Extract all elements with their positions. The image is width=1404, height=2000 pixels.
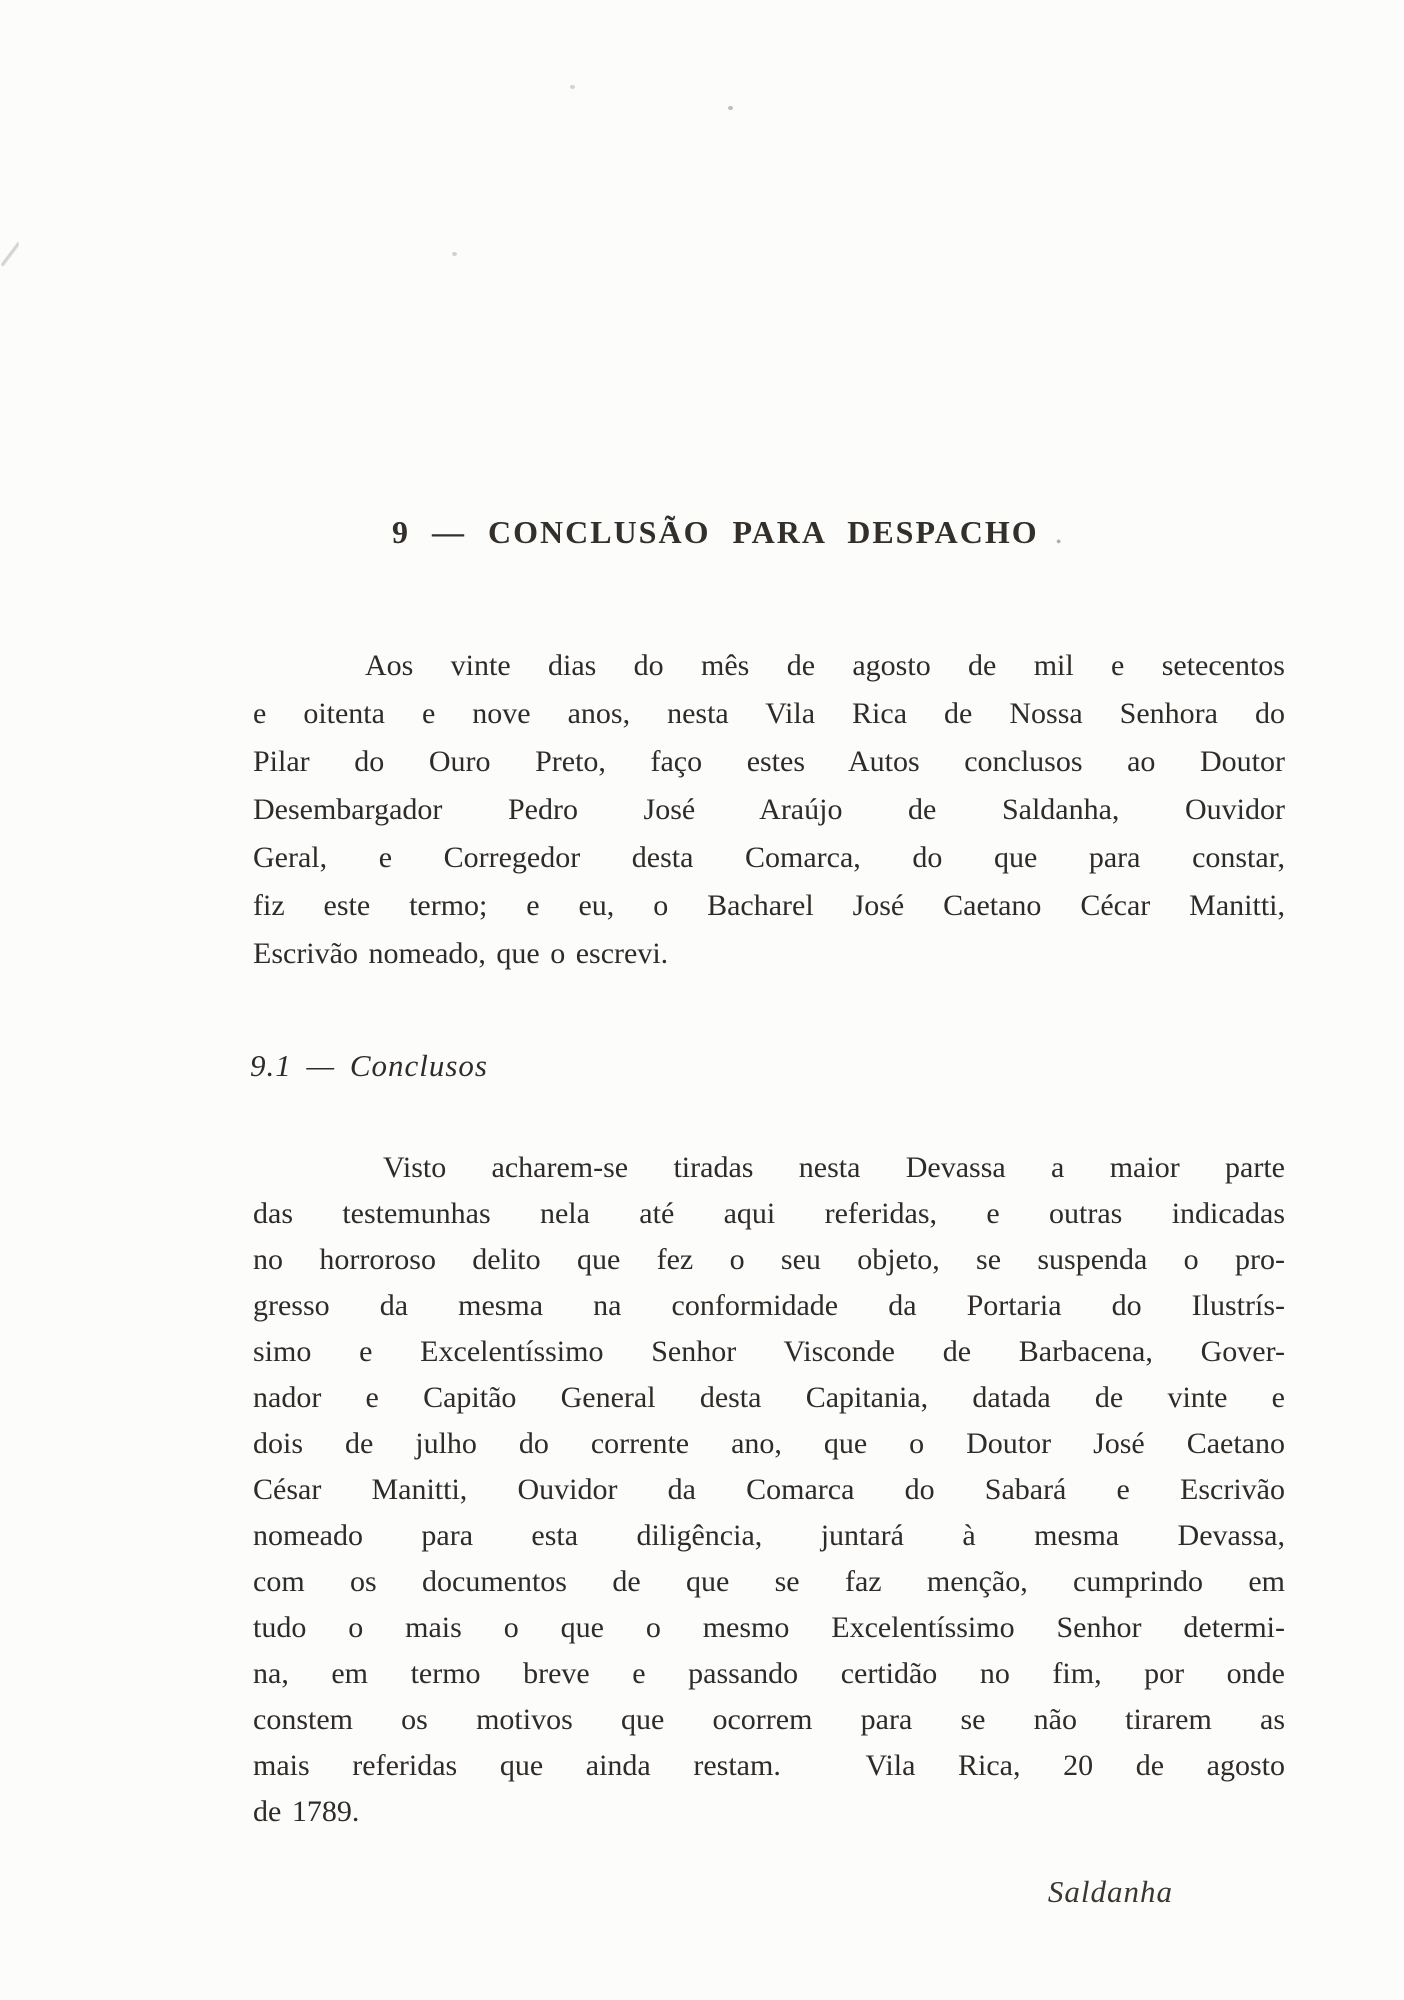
section-title [392, 514, 1063, 551]
scan-artifact [452, 252, 457, 256]
section-title-text: 9 — CONCLUSÃO PARA DESPACHO [392, 514, 1039, 550]
scan-artifact [728, 106, 733, 110]
text-line: Desembargador Pedro José Araújo de Saldanha, Ouvidor [253, 793, 1285, 826]
text-line: no horroroso delito que fez o seu objeto, se suspenda o pro- [253, 1243, 1285, 1276]
paragraph-conclusos [253, 1145, 1285, 1835]
scan-artifact [570, 85, 575, 89]
subsection-title: 9.1 — Conclusos [250, 1048, 488, 1083]
text-line: Visto acharem-se tiradas nesta Devassa a maior parte [383, 1151, 1285, 1184]
text-line: Aos vinte dias do mês de agosto de mil e setecentos [365, 649, 1285, 682]
text-line: César Manitti, Ouvidor da Comarca do Sabará e Escrivão [253, 1473, 1285, 1506]
text-line: nador e Capitão General desta Capitania, datada de vinte e [253, 1381, 1285, 1414]
text-line: mais referidas que ainda restam. Vila Rica, 20 de agosto [253, 1749, 1285, 1782]
text-line: na, em termo breve e passando certidão no fim, por onde [253, 1657, 1285, 1690]
text-line: com os documentos de que se faz menção, cumprindo em [253, 1565, 1285, 1598]
text-line: simo e Excelentíssimo Senhor Visconde de Barbacena, Gover- [253, 1335, 1285, 1368]
signature: Saldanha [1047, 1874, 1173, 1909]
text-line: gresso da mesma na conformidade da Portaria do Ilustrís- [253, 1289, 1285, 1322]
scan-artifact [0, 242, 21, 267]
text-line: fiz este termo; e eu, o Bacharel José Caetano Cécar Manitti, [253, 889, 1285, 922]
text-line: e oitenta e nove anos, nesta Vila Rica de Nossa Senhora do [253, 697, 1285, 730]
paragraph-conclusao-despacho [253, 642, 1285, 978]
text-line: das testemunhas nela até aqui referidas, e outras indicadas [253, 1197, 1285, 1230]
text-line: nomeado para esta diligência, juntará à mesma Devassa, [253, 1519, 1285, 1552]
text-line: de 1789. [253, 1795, 360, 1828]
text-line: constem os motivos que ocorrem para se não tirarem as [253, 1703, 1285, 1736]
text-line: tudo o mais o que o mesmo Excelentíssimo Senhor determi- [253, 1611, 1285, 1644]
text-line: dois de julho do corrente ano, que o Doutor José Caetano [253, 1427, 1285, 1460]
text-line: Pilar do Ouro Preto, faço estes Autos conclusos ao Doutor [253, 745, 1285, 778]
text-line: Geral, e Corregedor desta Comarca, do que para constar, [253, 841, 1285, 874]
section-title-faint-period: . [1054, 514, 1063, 550]
text-line: Escrivão nomeado, que o escrevi. [253, 937, 669, 970]
